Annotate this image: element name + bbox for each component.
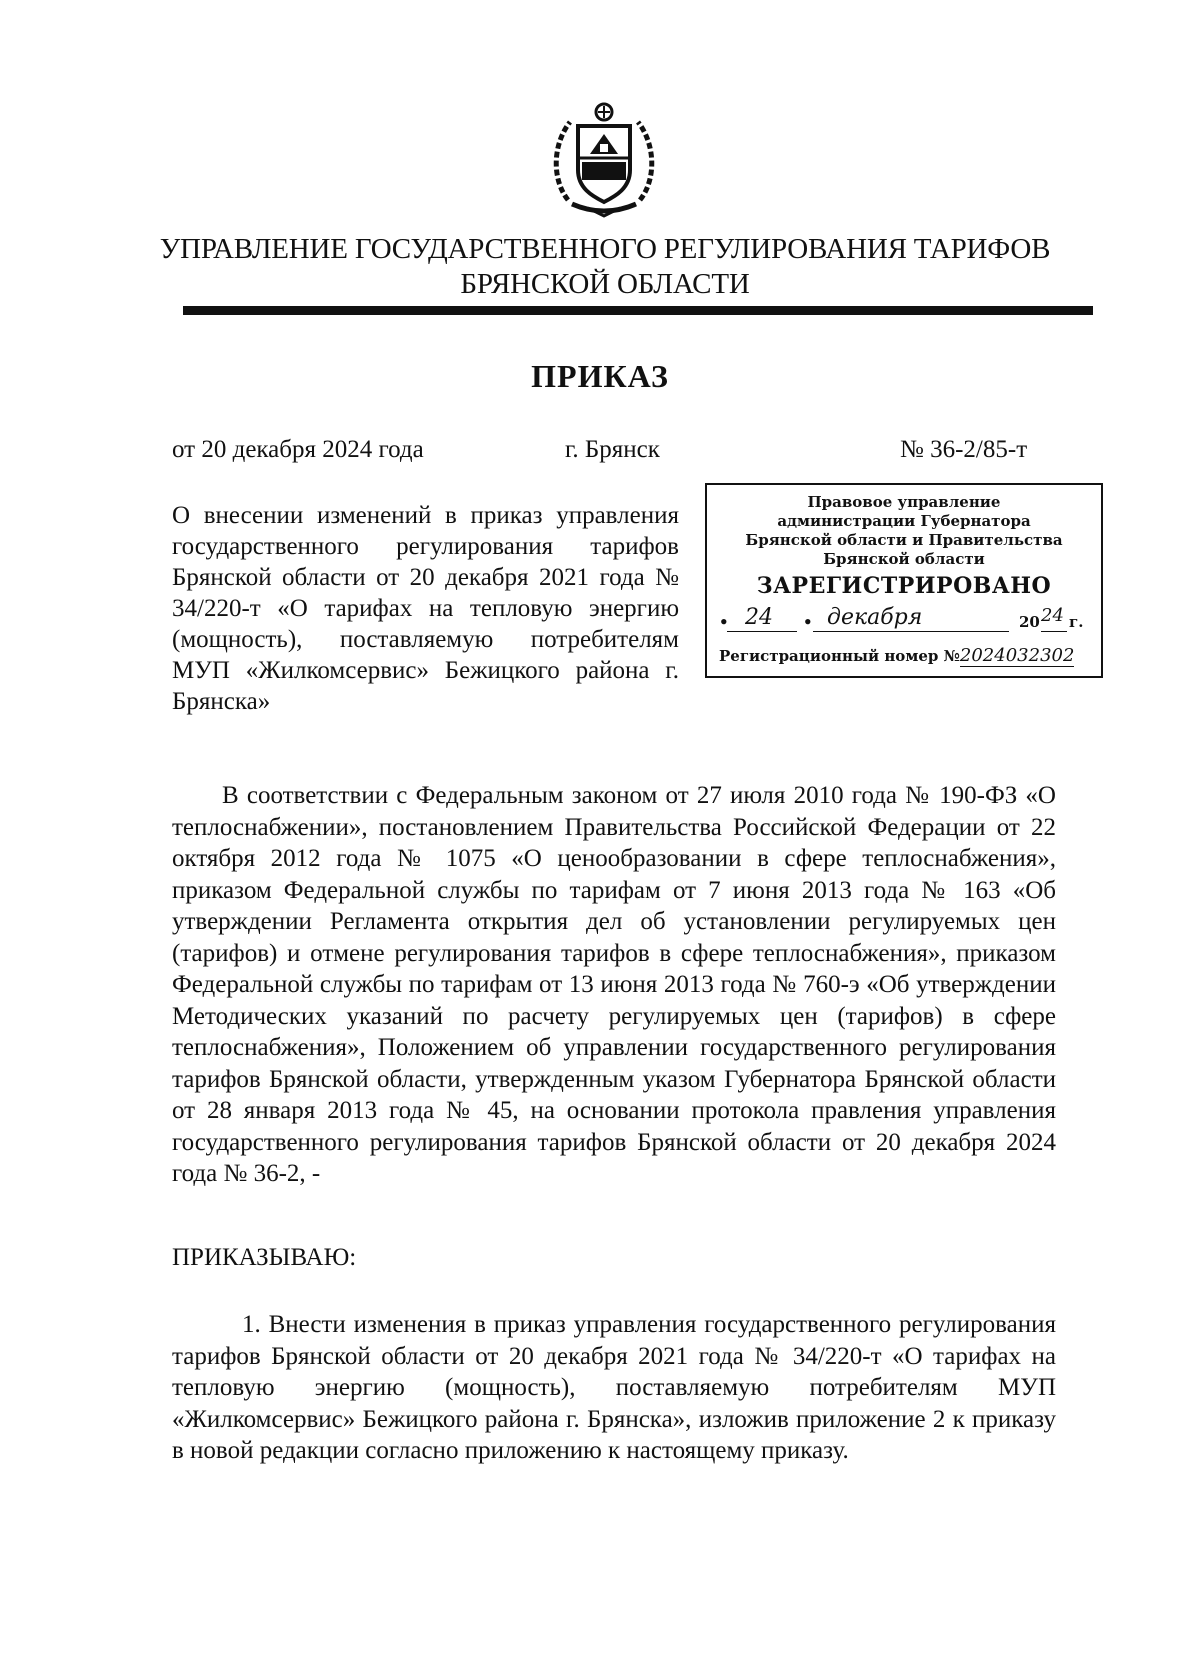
preamble-paragraph: В соответствии с Федеральным законом от 27 июля 2010 года № 190-ФЗ «О теплоснабжении», постановлением Правительства Российской Федерации от 22 октября 2012 года № 1075 «О ценообразовании в сфере теплоснабжения», приказом Федеральной службы по тарифам от 7 июня 2013 года № 163 «Об утверждении Регламента открытия дел об установлении регулируемых цен (тарифов) и отмене регулирования тарифов в сфере теплоснабжения», приказом Федеральной службы по тарифам от 13 июня 2013 года № 760-э «Об утверждении Методических указаний по расчету регулируемых цен (тарифов) в сфере теплоснабжения», Положением об управлении государственного регулирования тарифов Брянской области, утвержденным указом Губернатора Брянской области от 28 января 2013 года № 45, на основании протокола правления управления государственного регулирования тарифов Брянской области от 20 декабря 2024 года № 36-2, - bbox=[172, 782, 1056, 1187]
org-line-2: БРЯНСКОЙ ОБЛАСТИ bbox=[460, 268, 750, 300]
stamp-year-suffix: 24 bbox=[1041, 605, 1064, 626]
stamp-year-unit: г. bbox=[1069, 613, 1084, 631]
coat-of-arms-icon bbox=[548, 100, 660, 218]
stamp-line-1: Правовое управление bbox=[807, 493, 1001, 511]
stamp-line-3: Брянской области и Правительства bbox=[745, 531, 1063, 549]
header-divider bbox=[183, 306, 1093, 315]
stamp-year-prefix: 20 bbox=[1019, 613, 1040, 631]
stamp-month: декабря bbox=[827, 605, 923, 630]
stamp-reg-line bbox=[719, 645, 1099, 666]
order-item-1: 1. Внести изменения в приказ управления государственного регулирования тарифов Брянской области от 20 декабря 2021 года № 34/220-т «О тарифах на тепловую энергию (мощность), поставляемую потребителям МУП «Жилкомсервис» Бежицкого района г. Брянска», изложив приложение 2 к приказу в новой редакции согласно приложению к настоящему приказу. bbox=[172, 1311, 1056, 1464]
stamp-reg-number: 2024032302 bbox=[959, 645, 1075, 666]
stamp-line-2: администрации Губернатора bbox=[777, 512, 1031, 530]
order-date: от 20 декабря 2024 года bbox=[172, 436, 424, 463]
order-subject: О внесении изменений в приказ управления государственного регулирования тарифов Брянской области от 20 декабря 2021 года № 34/220-т «О тарифах на тепловую энергию (мощность), поставляемую потребителям МУП «Жилкомсервис» Бежицкого района г. Брянска» bbox=[172, 502, 679, 715]
document-title: ПРИКАЗ bbox=[531, 358, 669, 394]
stamp-reg-label: Регистрационный номер № bbox=[719, 647, 960, 665]
org-line-1: УПРАВЛЕНИЕ ГОСУДАРСТВЕННОГО РЕГУЛИРОВАНИЯ ТАРИФОВ bbox=[159, 233, 1051, 265]
stamp-day: 24 bbox=[745, 605, 773, 630]
stamp-date-line: • 24 • декабря 20 24 г. bbox=[719, 605, 1084, 631]
stamp-registered: ЗАРЕГИСТРИРОВАНО bbox=[756, 573, 1052, 599]
organization-name bbox=[150, 232, 1060, 302]
order-city: г. Брянск bbox=[565, 436, 660, 463]
stamp-line-4: Брянской области bbox=[823, 550, 985, 568]
registration-stamp bbox=[705, 483, 1103, 678]
order-word: ПРИКАЗЫВАЮ: bbox=[172, 1244, 357, 1271]
order-number: № 36-2/85-т bbox=[900, 436, 1028, 463]
